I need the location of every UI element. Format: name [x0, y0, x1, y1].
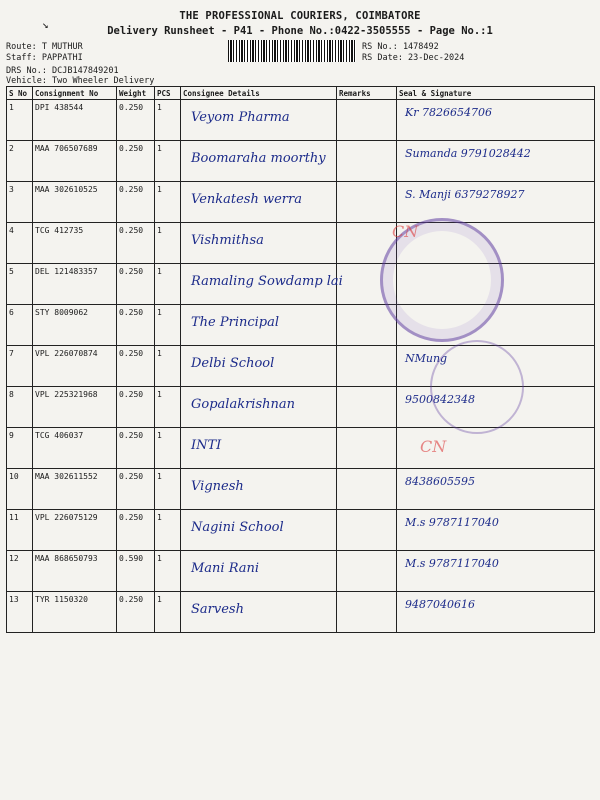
cell-remarks: [337, 469, 397, 510]
signature-handwriting: S. Manji 6379278927: [405, 188, 525, 201]
consignee-handwriting: INTI: [191, 438, 222, 453]
cell-consignment: TCG 412735: [33, 223, 117, 264]
signature-handwriting: 9500842348: [405, 393, 475, 406]
vehicle-label: Vehicle: Two Wheeler Delivery: [6, 76, 155, 86]
consignee-handwriting: Gopalakrishnan: [191, 397, 295, 412]
cell-consignment: VPL 226075129: [33, 510, 117, 551]
cell-weight: 0.250: [117, 100, 155, 141]
cell-weight: 0.250: [117, 469, 155, 510]
route-label: Route: T MUTHUR: [6, 42, 83, 52]
cell-consignee: [181, 100, 337, 141]
cell-consignee: [181, 428, 337, 469]
cell-sno: 7: [7, 346, 33, 387]
cell-sno: 3: [7, 182, 33, 223]
staff-label: Staff: PAPPATHI: [6, 53, 83, 63]
cell-sno: 5: [7, 264, 33, 305]
cell-consignment: MAA 302611552: [33, 469, 117, 510]
cell-remarks: [337, 510, 397, 551]
cell-remarks: [337, 428, 397, 469]
cell-weight: 0.250: [117, 510, 155, 551]
cell-consignee: [181, 551, 337, 592]
cell-consignment: VPL 225321968: [33, 387, 117, 428]
signature-handwriting: NMung: [405, 352, 448, 365]
drs-number: DRS No.: DCJB147849201: [6, 66, 119, 76]
cell-signature: [397, 100, 595, 141]
company-title: THE PROFESSIONAL COURIERS, COIMBATORE: [179, 10, 421, 22]
cell-weight: 0.250: [117, 428, 155, 469]
consignee-handwriting: Delbi School: [191, 356, 275, 371]
cell-consignee: [181, 223, 337, 264]
col-consignee: Consignee Details: [181, 87, 337, 100]
cell-weight: 0.250: [117, 592, 155, 633]
cell-sno: 12: [7, 551, 33, 592]
consignee-handwriting: Ramaling Sowdamp lai: [191, 274, 343, 289]
cell-weight: 0.250: [117, 387, 155, 428]
table-row: [7, 428, 595, 469]
cell-consignee: [181, 305, 337, 346]
cell-remarks: [337, 100, 397, 141]
cell-pcs: 1: [155, 469, 181, 510]
cell-consignment: TYR 1150320: [33, 592, 117, 633]
table-row: [7, 182, 595, 223]
cell-pcs: 1: [155, 264, 181, 305]
cell-remarks: [337, 387, 397, 428]
signature-handwriting: Kr 7826654706: [405, 106, 492, 119]
cell-pcs: 1: [155, 182, 181, 223]
cell-consignment: DPI 438544: [33, 100, 117, 141]
cell-consignment: DEL 121483357: [33, 264, 117, 305]
table-row: [7, 100, 595, 141]
corner-mark: ↘: [42, 18, 49, 31]
cell-consignee: [181, 469, 337, 510]
cell-signature: [397, 551, 595, 592]
cell-pcs: 1: [155, 305, 181, 346]
cell-sno: 9: [7, 428, 33, 469]
cell-sno: 8: [7, 387, 33, 428]
cell-sno: 2: [7, 141, 33, 182]
cell-consignment: STY 8009062: [33, 305, 117, 346]
table-row: [7, 592, 595, 633]
cell-remarks: [337, 141, 397, 182]
consignee-handwriting: Nagini School: [191, 520, 284, 535]
barcode: [228, 40, 356, 62]
cell-pcs: 1: [155, 387, 181, 428]
faded-seal-stamp: [430, 340, 524, 434]
signature-handwriting: 8438605595: [405, 475, 475, 488]
table-row: [7, 264, 595, 305]
cell-consignee: [181, 141, 337, 182]
cell-consignment: VPL 226070874: [33, 346, 117, 387]
signature-handwriting: M.s 9787117040: [405, 516, 499, 529]
cell-pcs: 1: [155, 592, 181, 633]
consignee-handwriting: Mani Rani: [191, 561, 260, 576]
cell-weight: 0.250: [117, 264, 155, 305]
col-weight: Weight: [117, 87, 155, 100]
consignee-handwriting: Vignesh: [191, 479, 244, 494]
cell-remarks: [337, 182, 397, 223]
cell-consignment: TCG 406037: [33, 428, 117, 469]
cell-sno: 4: [7, 223, 33, 264]
cell-consignment: MAA 868650793: [33, 551, 117, 592]
cell-signature: [397, 469, 595, 510]
consignee-handwriting: Venkatesh werra: [191, 192, 302, 207]
cell-consignee: [181, 264, 343, 305]
cn-mark: CN: [392, 222, 419, 241]
cell-consignee: [181, 182, 337, 223]
cell-signature: [397, 182, 595, 223]
cell-consignment: MAA 302610525: [33, 182, 117, 223]
table-row: [7, 305, 595, 346]
table-row: [7, 469, 595, 510]
cell-remarks: [337, 346, 397, 387]
cell-signature: [397, 510, 595, 551]
col-remarks: Remarks: [337, 87, 397, 100]
cell-remarks: [337, 551, 397, 592]
cell-weight: 0.250: [117, 223, 155, 264]
consignee-handwriting: Boomaraha moorthy: [191, 151, 326, 166]
signature-handwriting: M.s 9787117040: [405, 557, 499, 570]
cn-mark: CN: [420, 437, 447, 456]
col-signature: Seal & Signature: [397, 87, 595, 100]
cell-signature: [397, 141, 595, 182]
cell-remarks: [337, 592, 397, 633]
cell-sno: 10: [7, 469, 33, 510]
cell-weight: 0.250: [117, 141, 155, 182]
cell-pcs: 1: [155, 141, 181, 182]
cell-consignee: [181, 592, 337, 633]
col-consignment: Consignment No: [33, 87, 117, 100]
cell-weight: 0.250: [117, 346, 155, 387]
cell-consignee: [181, 387, 337, 428]
consignee-handwriting: Vishmithsa: [191, 233, 264, 248]
cell-sno: 1: [7, 100, 33, 141]
col-pcs: PCS: [155, 87, 181, 100]
cell-sno: 13: [7, 592, 33, 633]
table-row: [7, 223, 595, 264]
table-row: [7, 141, 595, 182]
table-row: [7, 551, 595, 592]
cell-weight: 0.250: [117, 182, 155, 223]
col-sno: S No: [7, 87, 33, 100]
cell-signature: [397, 592, 595, 633]
cell-pcs: 1: [155, 223, 181, 264]
cell-consignee: [181, 510, 337, 551]
cell-pcs: 1: [155, 510, 181, 551]
table-header-row: [7, 87, 595, 100]
signature-handwriting: Sumanda 9791028442: [405, 147, 531, 160]
cell-consignee: [181, 346, 337, 387]
cell-weight: 0.250: [117, 305, 155, 346]
signature-handwriting: 9487040616: [405, 598, 475, 611]
cell-consignment: MAA 706507689: [33, 141, 117, 182]
cell-pcs: 1: [155, 551, 181, 592]
cell-pcs: 1: [155, 346, 181, 387]
runsheet-title: Delivery Runsheet - P41 - Phone No.:0422-3505555 - Page No.:1: [107, 25, 493, 37]
table-row: [7, 510, 595, 551]
rs-date: RS Date: 23-Dec-2024: [362, 53, 465, 63]
rs-number: RS No.: 1478492: [362, 42, 439, 52]
consignee-handwriting: Veyom Pharma: [191, 110, 290, 125]
cell-pcs: 1: [155, 100, 181, 141]
cell-sno: 6: [7, 305, 33, 346]
cell-weight: 0.590: [117, 551, 155, 592]
cell-sno: 11: [7, 510, 33, 551]
cell-pcs: 1: [155, 428, 181, 469]
consignee-handwriting: The Principal: [191, 315, 280, 330]
consignee-handwriting: Sarvesh: [191, 602, 244, 617]
